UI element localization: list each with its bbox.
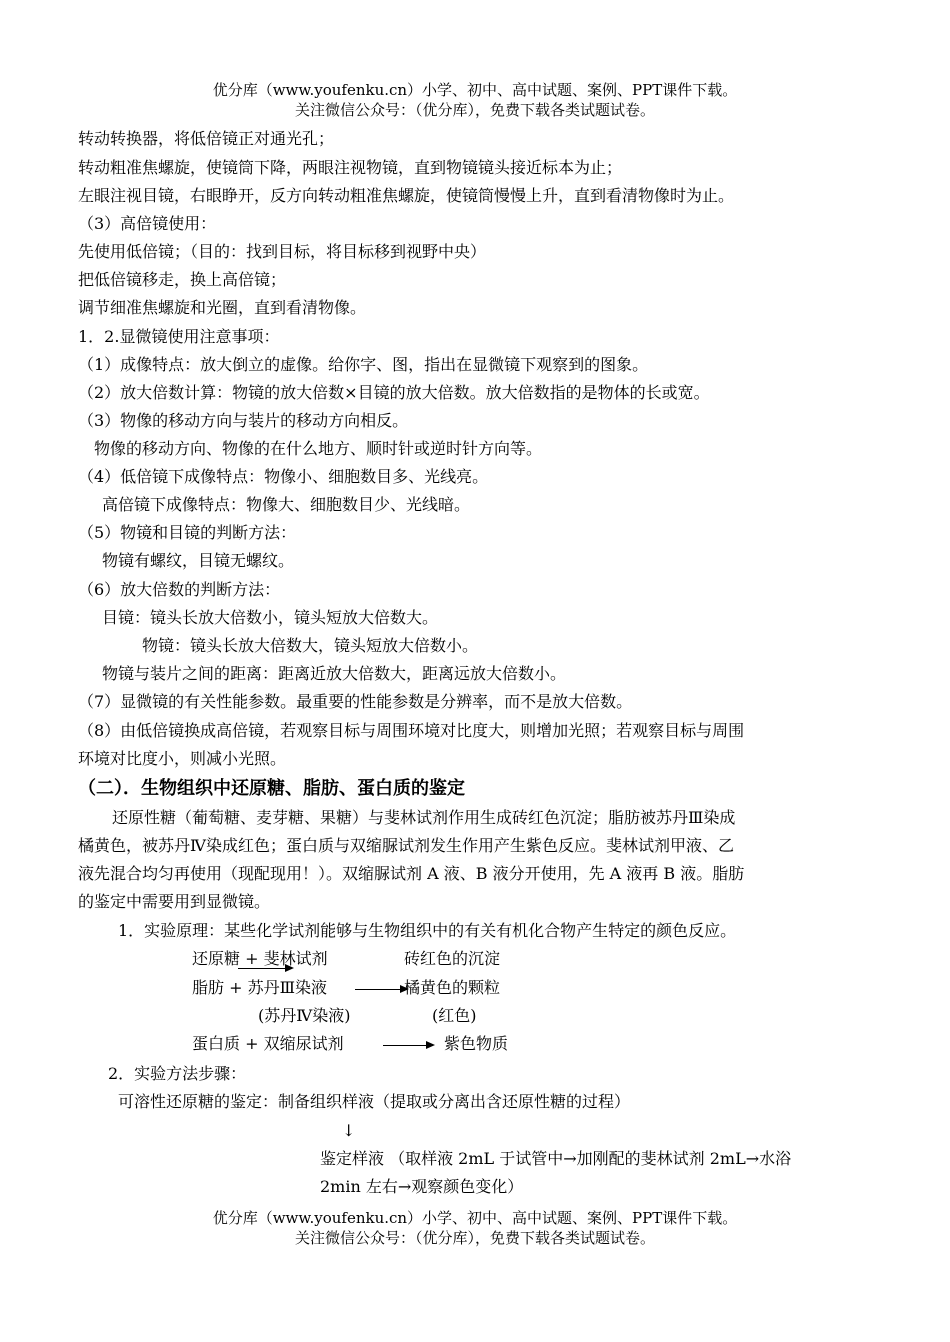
text-line: （6）放大倍数的判断方法：: [78, 580, 281, 599]
text-line: 物镜：镜头长放大倍数大，镜头短放大倍数小。: [142, 636, 479, 655]
text-line: 物镜有螺纹，目镜无螺纹。: [102, 551, 295, 570]
principle-line: 1．实验原理：某些化学试剂能够与生物组织中的有关有机化合物产生特定的颜色反应。: [118, 921, 737, 940]
step-line: 可溶性还原糖的鉴定：制备组织样液（提取或分离出含还原性糖的过程）: [118, 1092, 631, 1111]
text-line: （2）放大倍数计算：物镜的放大倍数×目镜的放大倍数。放大倍数指的是物体的长或宽。: [78, 383, 710, 402]
identify-line-1: 鉴定样液 （取样液 2mL 于试管中→加刚配的斐林试剂 2mL→水浴: [320, 1149, 792, 1168]
text-line: （3）高倍镜使用：: [78, 214, 217, 233]
text-line: 转动粗准焦螺旋，使镜筒下降，两眼注视物镜，直到物镜镜头接近标本为止；: [78, 158, 623, 177]
reaction-arrow: [383, 1045, 433, 1046]
reaction-2-right: 橘黄色的颗粒: [404, 978, 501, 997]
text-line: 左眼注视目镜，右眼睁开，反方向转动粗准焦螺旋，使镜筒慢慢上升，直到看清物像时为止。: [78, 186, 735, 205]
text-line: 目镜：镜头长放大倍数小，镜头短放大倍数大。: [102, 608, 439, 627]
text-line: （7）显微镜的有关性能参数。最重要的性能参数是分辨率，而不是放大倍数。: [78, 692, 633, 711]
reaction-arrow: [238, 968, 292, 969]
text-line: 物像的移动方向、物像的在什么地方、顺时针或逆时针方向等。: [94, 439, 543, 458]
text-line: （5）物镜和目镜的判断方法：: [78, 523, 297, 542]
reaction-4-left: 蛋白质 + 双缩尿试剂: [192, 1034, 344, 1053]
text-line: （8）由低倍镜换成高倍镜，若观察目标与周围环境对比度大，则增加光照；若观察目标与周围: [78, 721, 745, 740]
paragraph-line: 还原性糖（葡萄糖、麦芽糖、果糖）与斐林试剂作用生成砖红色沉淀；脂肪被苏丹Ⅲ染成: [112, 808, 736, 827]
text-line: 1．2.显微镜使用注意事项：: [78, 327, 280, 346]
text-line: 高倍镜下成像特点：物像大、细胞数目少、光线暗。: [102, 495, 471, 514]
reaction-1-right: 砖红色的沉淀: [404, 949, 501, 968]
footer-line-2: 关注微信公众号：（优分库），免费下载各类试题试卷。: [294, 1229, 655, 1247]
section-heading: （二）．生物组织中还原糖、脂肪、蛋白质的鉴定: [78, 778, 465, 799]
reaction-arrow: [355, 989, 407, 990]
text-line: 把低倍镜移走，换上高倍镜；: [78, 270, 287, 289]
text-line: 物镜与装片之间的距离：距离近放大倍数大，距离远放大倍数小。: [102, 664, 567, 683]
header-line-2: 关注微信公众号：（优分库），免费下载各类试题试卷。: [294, 101, 655, 119]
text-line: （3）物像的移动方向与装片的移动方向相反。: [78, 411, 409, 430]
footer-line-1: 优分库（www.youfenku.cn）小学、初中、高中试题、案例、PPT课件下载。: [212, 1209, 738, 1227]
paragraph-line: 的鉴定中需要用到显微镜。: [78, 892, 271, 911]
paragraph-line: 液先混合均匀再使用（现配现用！）。双缩脲试剂 A 液、B 液分开使用，先 A 液再 B 液。脂肪: [78, 864, 745, 883]
reaction-1-left: 还原糖 + 斐林试剂: [192, 949, 328, 968]
text-line: 转动转换器，将低倍镜正对通光孔；: [78, 129, 335, 148]
steps-title: 2．实验方法步骤：: [108, 1064, 247, 1083]
text-line: （1）成像特点：放大倒立的虚像。给你字、图，指出在显微镜下观察到的图象。: [78, 355, 649, 374]
paragraph-line: 橘黄色，被苏丹Ⅳ染成红色；蛋白质与双缩脲试剂发生作用产生紫色反应。斐林试剂甲液、乙: [78, 836, 734, 855]
text-line: 调节细准焦螺旋和光圈，直到看清物像。: [78, 298, 367, 317]
reaction-3-right: (红色): [432, 1006, 477, 1025]
reaction-2-left: 脂肪 + 苏丹Ⅲ染液: [192, 978, 328, 997]
reaction-3-left: (苏丹Ⅳ染液): [258, 1006, 351, 1025]
text-line: 先使用低倍镜；（目的：找到目标，将目标移到视野中央）: [78, 242, 487, 261]
text-line: 环境对比度小，则减小光照。: [78, 749, 287, 768]
down-arrow-icon: ↓: [342, 1121, 356, 1140]
header-line-1: 优分库（www.youfenku.cn）小学、初中、高中试题、案例、PPT课件下载。: [212, 81, 738, 99]
identify-line-2: 2min 左右→观察颜色变化）: [320, 1177, 524, 1196]
reaction-4-right: 紫色物质: [444, 1034, 509, 1053]
text-line: （4）低倍镜下成像特点：物像小、细胞数目多、光线亮。: [78, 467, 489, 486]
